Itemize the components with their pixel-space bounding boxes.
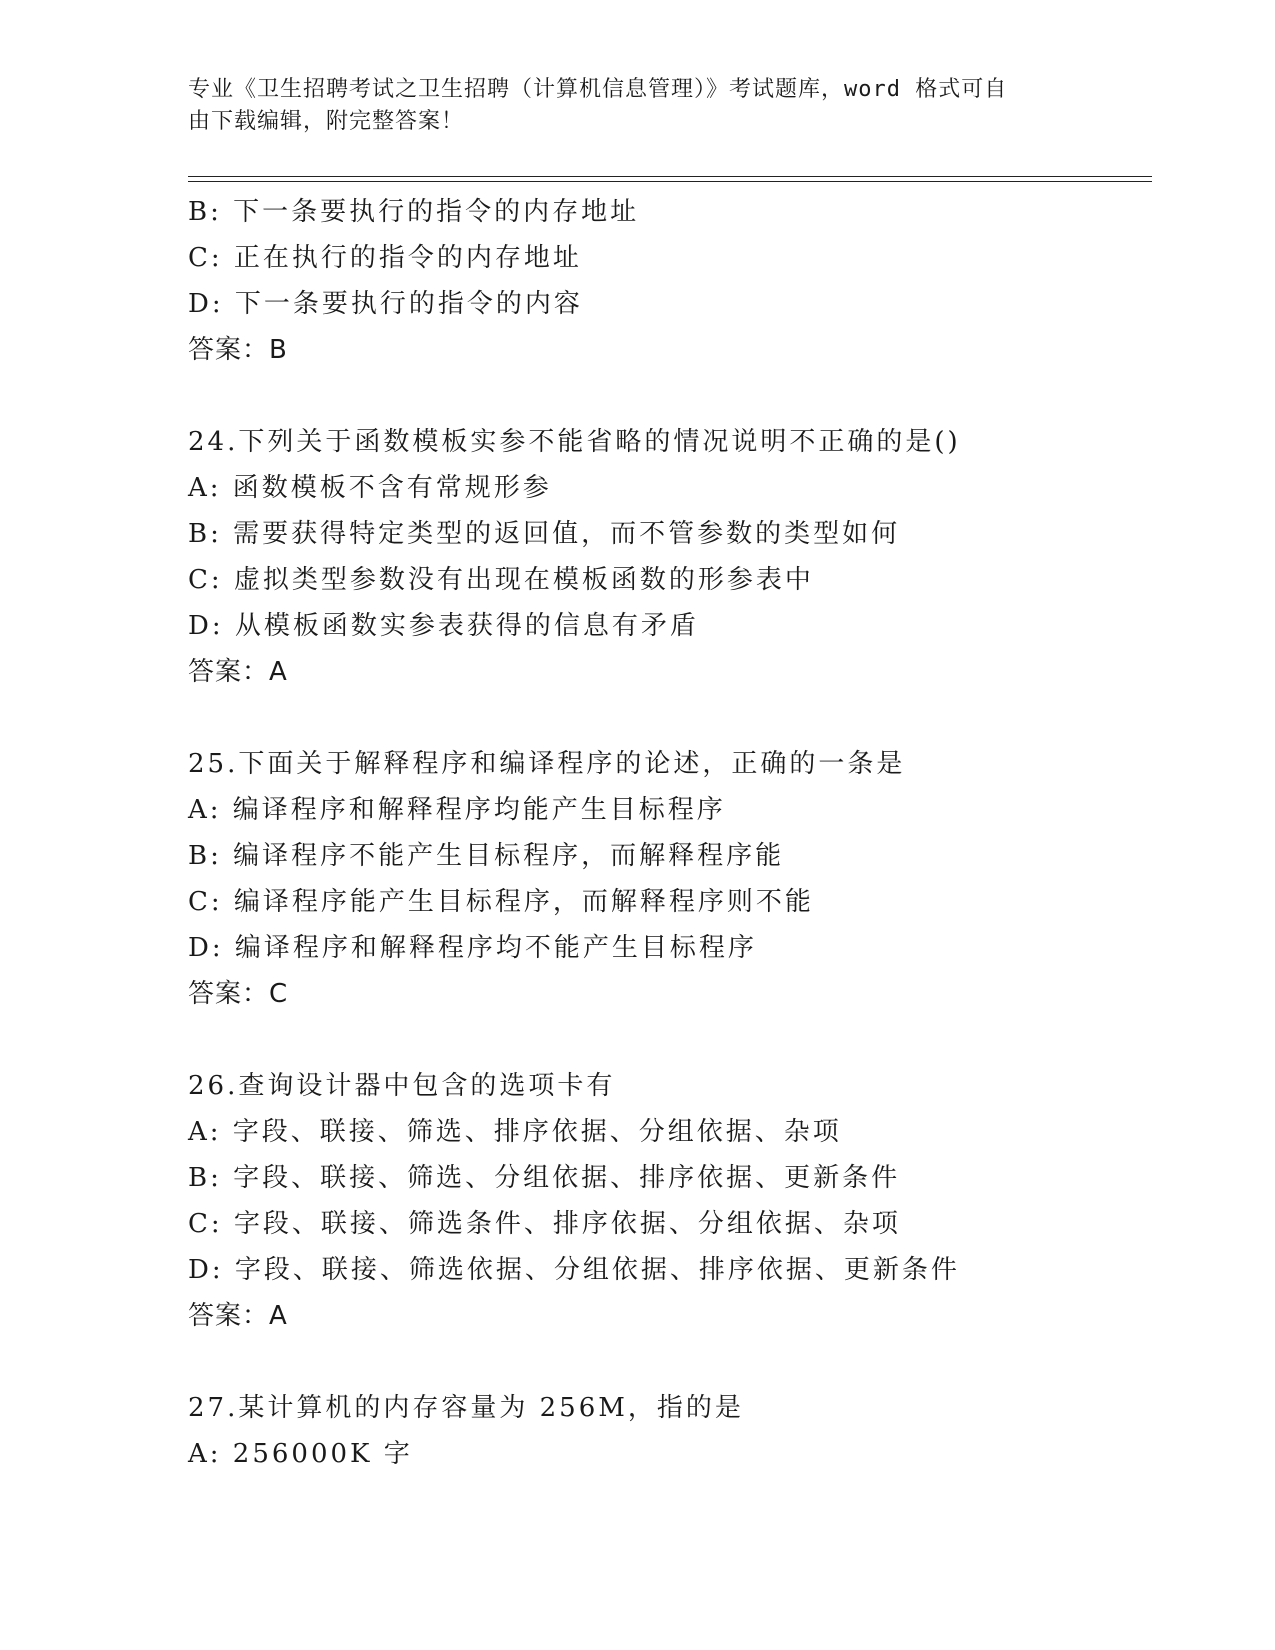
- question-24: [188, 419, 1148, 695]
- spacer: [188, 695, 1148, 741]
- option-a: A: 字段、联接、筛选、排序依据、分组依据、杂项: [188, 1117, 842, 1147]
- header-divider-bottom: [188, 181, 1152, 182]
- option-b: B: 编译程序不能产生目标程序，而解释程序能: [188, 841, 785, 871]
- question-23-partial: [188, 189, 1148, 373]
- option-d: D: 字段、联接、筛选依据、分组依据、排序依据、更新条件: [188, 1255, 960, 1285]
- option-a: A: 256000K 字: [188, 1439, 413, 1469]
- question-list: [188, 189, 1148, 1477]
- spacer: [188, 373, 1148, 419]
- header-divider-top: [188, 176, 1152, 177]
- question-stem: 27.某计算机的内存容量为 256M，指的是: [188, 1393, 744, 1423]
- option-d: D: 下一条要执行的指令的内容: [188, 289, 583, 319]
- question-stem: 26.查询设计器中包含的选项卡有: [188, 1071, 616, 1101]
- spacer: [188, 1339, 1148, 1385]
- option-b: B: 下一条要执行的指令的内存地址: [188, 197, 640, 227]
- option-d: D: 从模板函数实参表获得的信息有矛盾: [188, 611, 699, 641]
- question-26: [188, 1063, 1148, 1339]
- header-line-1: 专业《卫生招聘考试之卫生招聘（计算机信息管理）》考试题库，word 格式可自: [188, 77, 1008, 102]
- option-d: D: 编译程序和解释程序均不能产生目标程序: [188, 933, 757, 963]
- question-stem: 25.下面关于解释程序和编译程序的论述，正确的一条是: [188, 749, 906, 779]
- option-c: C: 虚拟类型参数没有出现在模板函数的形参表中: [188, 565, 814, 595]
- answer: 答案：C: [188, 979, 289, 1009]
- answer: 答案：A: [188, 1301, 288, 1331]
- option-c: C: 编译程序能产生目标程序，而解释程序则不能: [188, 887, 814, 917]
- spacer: [188, 1017, 1148, 1063]
- option-c: C: 正在执行的指令的内存地址: [188, 243, 582, 273]
- question-25: [188, 741, 1148, 1017]
- option-b: B: 需要获得特定类型的返回值，而不管参数的类型如何: [188, 519, 901, 549]
- option-c: C: 字段、联接、筛选条件、排序依据、分组依据、杂项: [188, 1209, 901, 1239]
- question-stem: 24.下列关于函数模板实参不能省略的情况说明不正确的是(): [188, 427, 961, 457]
- document-header: [188, 74, 1068, 138]
- option-a: A: 编译程序和解释程序均能产生目标程序: [188, 795, 726, 825]
- header-line-2: 由下载编辑，附完整答案！: [188, 109, 465, 134]
- answer: 答案：A: [188, 657, 288, 687]
- answer: 答案：B: [188, 335, 288, 365]
- option-b: B: 字段、联接、筛选、分组依据、排序依据、更新条件: [188, 1163, 901, 1193]
- option-a: A: 函数模板不含有常规形参: [188, 473, 552, 503]
- question-27: [188, 1385, 1148, 1477]
